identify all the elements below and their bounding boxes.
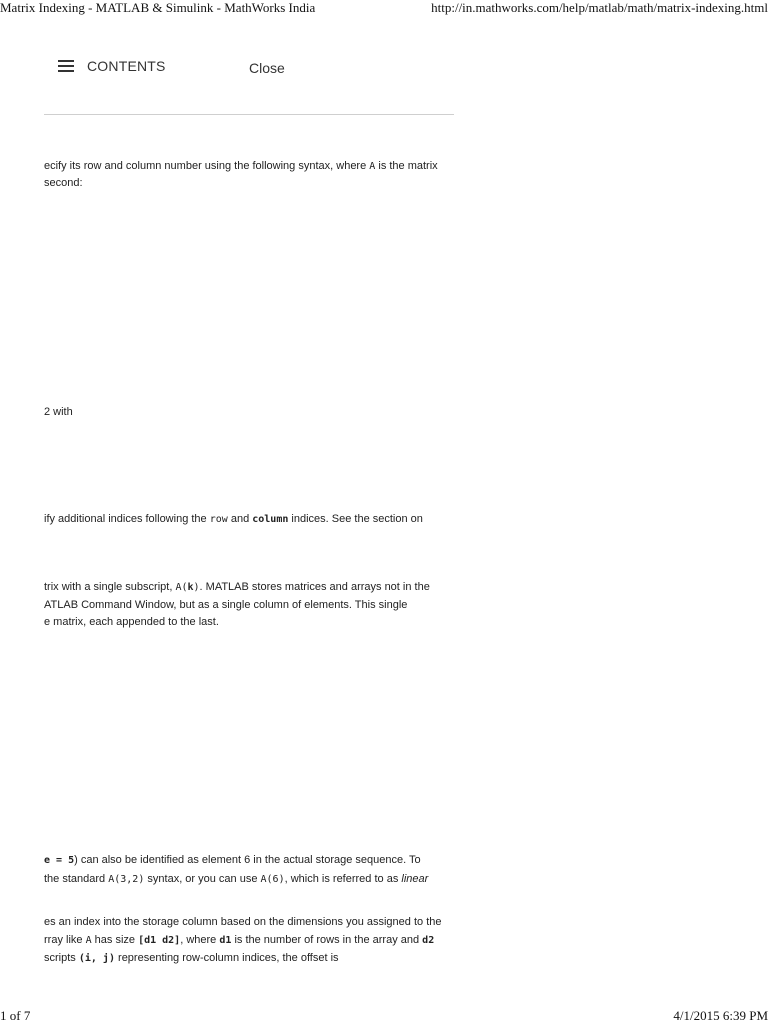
body-line: the standard A(3,2) syntax, or you can use A(6), which is referred to as linear [44, 873, 429, 885]
body-line: 2 with [44, 406, 73, 418]
print-header-url: http://in.mathworks.com/help/matlab/math/matrix-indexing.html [431, 0, 768, 15]
body-line: ecify its row and column number using the following syntax, where A is the matrix [44, 160, 438, 172]
contents-label[interactable]: CONTENTS [87, 58, 166, 74]
body-line: rray like A has size [d1 d2], where d1 is the number of rows in the array and d2 [44, 934, 435, 946]
body-line: ATLAB Command Window, but as a single column of elements. This single [44, 599, 408, 611]
header-divider [44, 114, 454, 115]
inline-code: A(6) [260, 874, 285, 885]
print-footer-page: 1 of 7 [0, 1008, 31, 1023]
inline-code: row [209, 514, 228, 525]
inline-code: A(3,2) [108, 874, 145, 885]
contents-toggle[interactable] [58, 58, 166, 74]
inline-code: A(k) [175, 582, 200, 593]
body-line: ify additional indices following the row and column indices. See the section on [44, 513, 423, 525]
inline-code: d2 [422, 935, 435, 946]
close-button[interactable]: Close [249, 60, 285, 76]
inline-code: d1 [219, 935, 232, 946]
body-line: trix with a single subscript, A(k). MATLAB stores matrices and arrays not in the [44, 581, 430, 593]
body-line: es an index into the storage column based on the dimensions you assigned to the [44, 916, 442, 928]
print-header-title: Matrix Indexing - MATLAB & Simulink - MathWorks India [0, 0, 316, 15]
hamburger-menu-icon[interactable] [58, 59, 74, 73]
print-footer-datetime: 4/1/2015 6:39 PM [673, 1008, 768, 1023]
inline-code: e = 5 [44, 855, 75, 866]
inline-code: A [85, 935, 92, 946]
body-line: e matrix, each appended to the last. [44, 616, 219, 628]
body-line: second: [44, 177, 83, 189]
inline-code: [d1 d2] [138, 935, 181, 946]
inline-code: (i, j) [78, 953, 115, 964]
inline-code: column [252, 514, 289, 525]
body-line: e = 5) can also be identified as element 6 in the actual storage sequence. To [44, 854, 421, 866]
inline-code: A [369, 161, 376, 172]
body-line: scripts (i, j) representing row-column indices, the offset is [44, 952, 339, 964]
